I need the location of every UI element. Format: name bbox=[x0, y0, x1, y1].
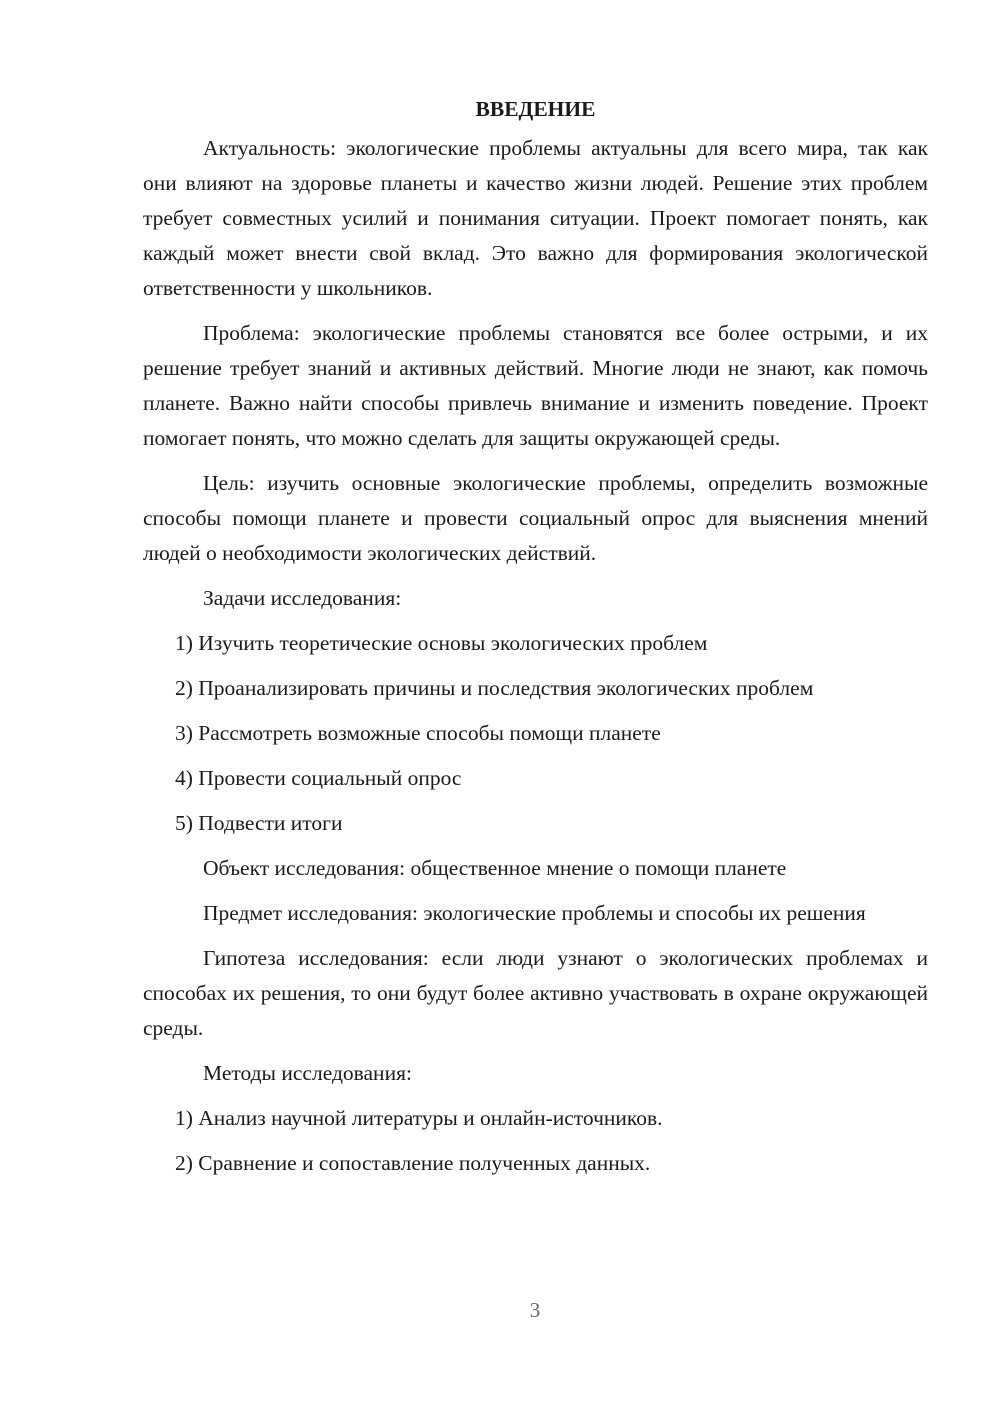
hypothesis-paragraph: Гипотеза исследования: если люди узнают о экологических проблемах и способах их решения, то они будут более активно участвовать в охране окружающей среды. bbox=[143, 946, 928, 1040]
page-number: 3 bbox=[529, 1298, 541, 1322]
task-item: 2) Проанализировать причины и последствия экологических проблем bbox=[175, 676, 814, 700]
relevance-paragraph: Актуальность: экологические проблемы актуальны для всего мира, так как они влияют на здоровье планеты и качество жизни людей. Решение этих проблем требует совместных усилий и понимания ситуации. Проект помогает понять, как каждый может внести свой вклад. Это важно для формирования экологической ответственности у школьников. bbox=[143, 136, 928, 300]
object-paragraph: Объект исследования: общественное мнение о помощи планете bbox=[203, 856, 787, 880]
method-item: 1) Анализ научной литературы и онлайн-источников. bbox=[175, 1106, 663, 1130]
goal-paragraph: Цель: изучить основные экологические проблемы, определить возможные способы помощи планете и провести социальный опрос для выяснения мнений людей о необходимости экологических действий. bbox=[143, 471, 928, 565]
subject-paragraph: Предмет исследования: экологические проблемы и способы их решения bbox=[203, 901, 866, 925]
section-title: ВВЕДЕНИЕ bbox=[475, 97, 596, 121]
task-item: 4) Провести социальный опрос bbox=[175, 766, 462, 790]
problem-paragraph: Проблема: экологические проблемы становятся все более острыми, и их решение требует знаний и активных действий. Многие люди не знают, как помочь планете. Важно найти способы привлечь внимание и изменить поведение. Проект помогает понять, что можно сделать для защиты окружающей среды. bbox=[143, 321, 928, 450]
task-item: 3) Рассмотреть возможные способы помощи планете bbox=[175, 721, 661, 745]
task-item: 1) Изучить теоретические основы экологических проблем bbox=[175, 631, 708, 655]
method-item: 2) Сравнение и сопоставление полученных данных. bbox=[175, 1151, 651, 1175]
methods-heading: Методы исследования: bbox=[203, 1061, 412, 1085]
tasks-heading: Задачи исследования: bbox=[203, 586, 402, 610]
task-item: 5) Подвести итоги bbox=[175, 811, 343, 835]
document-page bbox=[143, 92, 928, 1191]
